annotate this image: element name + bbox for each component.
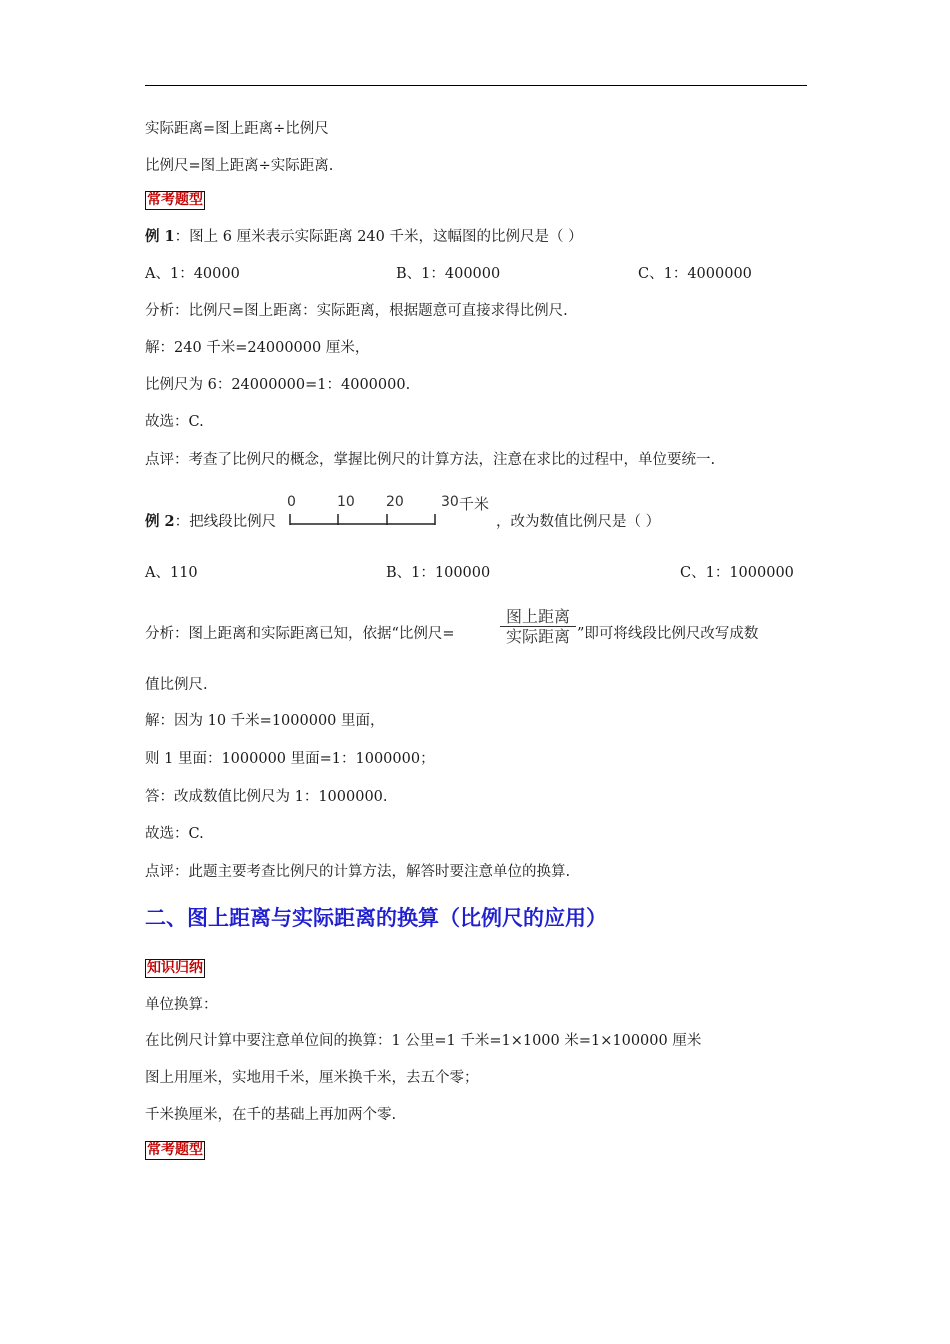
example-2-solution-1: 解：因为 10 千米=1000000 里面， <box>145 713 385 729</box>
example-1-option-a: A、1：40000 <box>145 266 240 282</box>
tag-knowledge-summary: 知识归纳 <box>147 960 203 976</box>
example-2-choice: 故选：C. <box>145 826 204 842</box>
example-1-question <box>145 227 583 247</box>
example-2-question-start <box>145 512 276 532</box>
example-1-text: ：图上 6 厘米表示实际距离 240 千米，这幅图的比例尺是（ ） <box>174 229 583 245</box>
example-1-choice: 故选：C. <box>145 414 204 430</box>
scale-unit: 千米 <box>459 495 490 513</box>
example-2-analysis-cont: 值比例尺. <box>145 677 208 693</box>
tag-common-question-types-2: 常考题型 <box>147 1142 203 1158</box>
scale-formula-fraction <box>500 607 576 646</box>
section-2-conversion-rule: 在比例尺计算中要注意单位间的换算：1 公里=1 千米=1×1000 米=1×100000 厘米 <box>145 1033 702 1049</box>
section-2-km-to-cm: 千米换厘米，在千的基础上再加两个零. <box>145 1107 397 1123</box>
example-1-solution-2: 比例尺为 6：24000000=1：4000000. <box>145 377 411 393</box>
section-2-unit-conversion: 单位换算： <box>145 997 218 1013</box>
section-2-heading: 二、图上距离与实际距离的换算（比例尺的应用） <box>145 906 607 930</box>
example-1-comment: 点评：考查了比例尺的概念，掌握比例尺的计算方法，注意在求比的过程中，单位要统一. <box>145 452 716 468</box>
example-1-label: 例 1 <box>145 228 175 245</box>
example-2-option-b: B、1：100000 <box>386 565 491 581</box>
example-2-label: 例 2 <box>145 513 175 530</box>
example-2-comment: 点评：此题主要考查比例尺的计算方法，解答时要注意单位的换算. <box>145 864 571 880</box>
formula-scale: 比例尺=图上距离÷实际距离. <box>145 158 334 174</box>
scale-tick-20: 20 <box>386 494 404 510</box>
example-1-solution-1: 解：240 千米=24000000 厘米， <box>145 340 370 356</box>
tag-common-question-types: 常考题型 <box>147 192 203 208</box>
example-2-option-a: A、110 <box>145 565 198 581</box>
line-segment-scale <box>287 492 502 538</box>
example-1-option-c: C、1：4000000 <box>638 266 752 282</box>
example-1-option-b: B、1：400000 <box>396 266 501 282</box>
scale-tick-0: 0 <box>287 494 296 510</box>
fraction-denominator: 实际距离 <box>505 627 570 646</box>
example-2-analysis-start: 分析：图上距离和实际距离已知，依据“比例尺= <box>145 626 455 642</box>
example-2-option-c: C、1：1000000 <box>680 565 794 581</box>
example-1-analysis: 分析：比例尺=图上距离：实际距离，根据题意可直接求得比例尺. <box>145 303 568 319</box>
scale-tick-10: 10 <box>337 494 355 510</box>
example-2-solution-2: 则 1 里面：1000000 里面=1：1000000； <box>145 751 435 767</box>
example-2-text-after: ，改为数值比例尺是（ ） <box>496 514 661 530</box>
example-2-text-before: ：把线段比例尺 <box>174 514 277 530</box>
fraction-numerator: 图上距离 <box>500 607 576 627</box>
example-2-answer: 答：改成数值比例尺为 1：1000000. <box>145 789 388 805</box>
example-2-analysis-end: ”即可将线段比例尺改写成数 <box>577 626 759 642</box>
section-2-cm-to-km: 图上用厘米，实地用千米，厘米换千米，去五个零； <box>145 1070 479 1086</box>
formula-actual-distance: 实际距离=图上距离÷比例尺 <box>145 121 329 137</box>
scale-tick-30: 30 <box>441 494 459 510</box>
header-rule <box>145 85 807 86</box>
